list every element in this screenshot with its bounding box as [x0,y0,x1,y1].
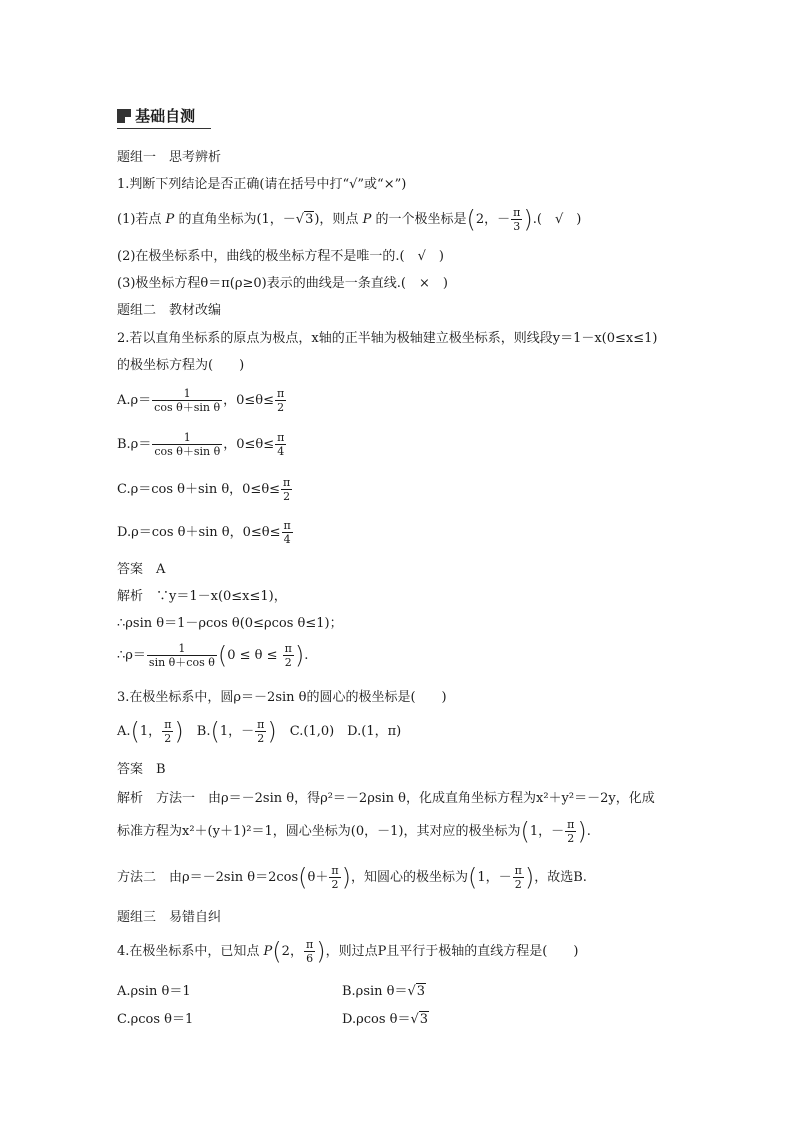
q3-solution-line1: 解析 方法一 由ρ＝－2sin θ，得ρ²＝－2ρsin θ，化成直角坐标方程为x²＋y²＝－2y，化成 [117,791,655,806]
q1-item3: (3)极坐标方程θ＝π(ρ≥0)表示的曲线是一条直线.( × ) [117,276,448,291]
q4-stem: 4.在极坐标系中，已知点 P(2， $\frac{\pi}{6}$ )，则过点P且平行于极轴的直线方程是( ) [117,937,579,966]
q3-solution-line3: 方法二 由ρ＝－2sin θ＝2cos(θ＋ $\frac{\pi}{2}$ )，知圆心的极坐标为(1，－ $\frac{\pi}{2}$ )，故选B. [117,863,587,892]
q2-stem-line2: 的极坐标方程为( ) [117,358,245,373]
q4-option-d: D.ρcos θ＝√3 [342,1012,429,1027]
q2-answer: 答案 A [117,562,166,577]
q2-solution-line3: ∴ρ＝ $\frac{1}{\text{sin θ＋cos θ}}$ (0 ≤ θ ≤ $\frac{\pi}{2}$ ). [117,641,309,670]
header-rule [117,128,211,129]
q2-stem-line1: 2.若以直角坐标系的原点为极点，x轴的正半轴为极轴建立极坐标系，则线段y＝1－x(0≤x≤1) [117,331,658,346]
section-icon [117,109,131,123]
q2-solution-line1: 解析 ∵y＝1－x(0≤x≤1)， [117,589,287,604]
q2-option-a: A.ρ＝ $\frac{1}{\text{cos θ＋sin θ}}$ ，0≤θ≤ $\frac{\pi}{2}$ [117,387,285,414]
group3-title: 题组三 易错自纠 [117,910,222,925]
q1-item1: (1)若点 P 的直角坐标为(1，－√3)，则点 P 的一个极坐标是(2，－ $\frac{\pi}{3}$ ).( √ ) [117,205,582,234]
section-header [117,108,195,126]
q1-stem: 1.判断下列结论是否正确(请在括号中打“√”或“×”) [117,177,407,192]
section-title: 基础自测 [135,107,196,125]
q3-options: A.(1， $\frac{\pi}{2}$ ) B.(1，－ $\frac{\pi}{2}$ ) C.(1,0) D.(1，π) [117,717,402,746]
q4-option-c: C.ρcos θ＝1 [117,1012,194,1027]
q2-option-b: B.ρ＝ $\frac{1}{\text{cos θ＋sin θ}}$ ，0≤θ≤ $\frac{\pi}{4}$ [117,431,285,458]
group2-title: 题组二 教材改编 [117,303,222,318]
q4-option-a: A.ρsin θ＝1 [117,984,191,999]
q3-solution-line2: 标准方程为x²＋(y＋1)²＝1，圆心坐标为(0，－1)，其对应的极坐标为(1，－ $\frac{\pi}{2}$ ). [117,817,591,846]
group1-title: 题组一 思考辨析 [117,150,222,165]
q2-option-d: D.ρ＝cos θ＋sin θ，0≤θ≤ $\frac{\pi}{4}$ [117,519,291,546]
q2-option-c: C.ρ＝cos θ＋sin θ，0≤θ≤ $\frac{\pi}{2}$ [117,476,291,503]
q4-option-b: B.ρsin θ＝√3 [342,984,426,999]
q3-stem: 3.在极坐标系中，圆ρ＝－2sin θ的圆心的极坐标是( ) [117,690,447,705]
q3-answer: 答案 B [117,762,166,777]
q1-item2: (2)在极坐标系中，曲线的极坐标方程不是唯一的.( √ ) [117,249,444,264]
q2-solution-line2: ∴ρsin θ＝1－ρcos θ(0≤ρcos θ≤1)； [117,616,343,631]
